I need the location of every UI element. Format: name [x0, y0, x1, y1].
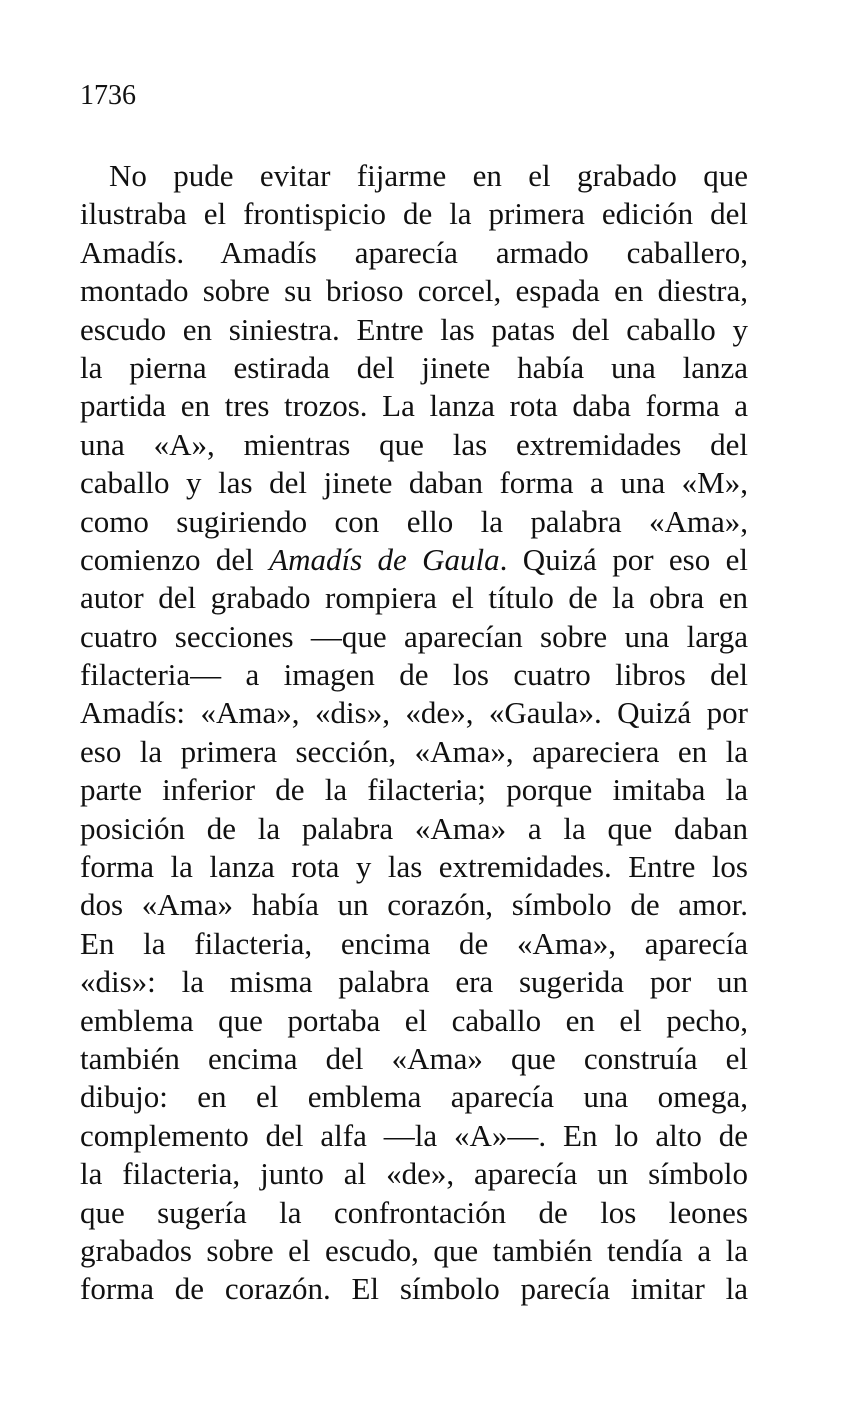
text-line: la pierna estirada del jinete había una lanza [80, 349, 748, 385]
body-paragraph [80, 157, 748, 1309]
text-line: montado sobre su brioso corcel, espada en diestra, [80, 273, 748, 309]
text-line: también encima del «Ama» que construía el [80, 1040, 748, 1076]
text-line: complemento del alfa —la «A»—. En lo alto de [80, 1117, 748, 1153]
text-line: ilustraba el frontispicio de la primera edición del [80, 196, 748, 232]
text-line: una «A», mientras que las extremidades del [80, 426, 748, 462]
text-line: la filacteria, junto al «de», aparecía un símbolo [80, 1156, 748, 1192]
text-line: posición de la palabra «Ama» a la que daban [80, 810, 748, 846]
text-line: caballo y las del jinete daban forma a una «M», [80, 465, 748, 501]
text-segment: . Quizá por eso el [499, 541, 748, 577]
text-line: «dis»: la misma palabra era sugerida por un [80, 964, 748, 1000]
text-line: que sugería la confrontación de los leones [80, 1194, 748, 1230]
text-line: En la filacteria, encima de «Ama», aparecía [80, 925, 748, 961]
text-line: emblema que portaba el caballo en el pecho, [80, 1002, 748, 1038]
text-line: parte inferior de la filacteria; porque imitaba la [80, 772, 748, 808]
text-line-with-title [80, 541, 748, 579]
text-line: No pude evitar fijarme en el grabado que [109, 158, 748, 193]
text-line: forma de corazón. El símbolo parecía imitar la [80, 1271, 748, 1307]
text-line: escudo en siniestra. Entre las patas del caballo y [80, 311, 748, 347]
text-line: dibujo: en el emblema aparecía una omega, [80, 1079, 748, 1115]
text-line: eso la primera sección, «Ama», apareciera en la [80, 733, 748, 769]
page-number: 1736 [80, 80, 136, 111]
text-line: dos «Ama» había un corazón, símbolo de amor. [80, 887, 748, 923]
text-segment: comienzo del [80, 541, 270, 577]
text-line: grabados sobre el escudo, que también tendía a la [80, 1232, 748, 1268]
text-line: Amadís. Amadís aparecía armado caballero, [80, 234, 748, 270]
text-line: filacteria— a imagen de los cuatro libros del [80, 657, 748, 693]
text-line: cuatro secciones —que aparecían sobre una larga [80, 618, 748, 654]
book-title-italic: Amadís de Gaula [269, 541, 500, 577]
text-line: autor del grabado rompiera el título de la obra en [80, 580, 748, 616]
text-line: como sugiriendo con ello la palabra «Ama», [80, 503, 748, 539]
text-line: forma la lanza rota y las extremidades. Entre los [80, 849, 748, 885]
text-line: partida en tres trozos. La lanza rota daba forma a [80, 388, 748, 424]
text-line: Amadís: «Ama», «dis», «de», «Gaula». Quizá por [80, 695, 748, 731]
